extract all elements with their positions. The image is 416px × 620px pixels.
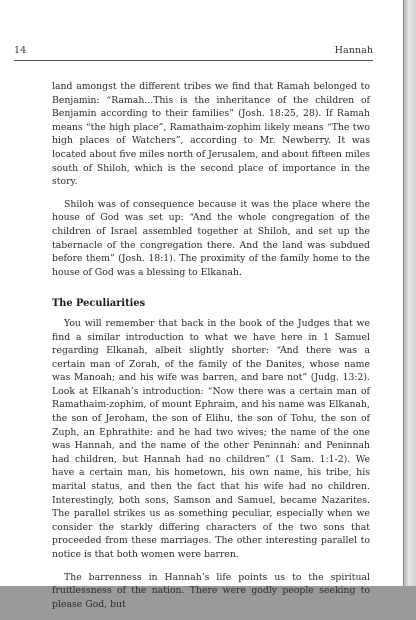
paragraph: Shiloh was of consequence because it was the place where the house of God was set up: “And the whole congregation of the children of Israel assembled together at Shiloh, and set up the tabernacle of the congregation there. And the land was subdued before them” (Josh. 18:1). The proximity of the family home to the house of God was a blessing to Elkanah. <box>52 198 370 278</box>
paragraph: The barrenness in Hannah’s life points us to the spiritual fruitlessness of the nation. There were godly people seeking to please God, but <box>52 571 370 610</box>
page-number: 14 <box>14 45 27 56</box>
section-heading: The Peculiarities <box>52 298 146 310</box>
running-head <box>14 44 373 61</box>
paragraph: land amongst the different tribes we find that Ramah belonged to Benjamin: “Ramah...This is the inheritance of the children of Benjamin according to their families” (Josh. 18:25, 28). If Ramah means “the high place”, Ramathaim-zophim likely means “The two high places of Watchers”, according to Mr. Newberry. It was located about five miles north of Jerusalem, and about fifteen miles south of Shiloh, which is the second place of importance in the story. <box>52 81 370 188</box>
paragraph: You will remember that back in the book of the Judges that we find a similar introduction to what we have here in 1 Samuel regarding Elkanah, albeit slightly shorter: “And there was a certain man of Zorah, of the family of the Danites, whose name was Manoah; and his wife was barren, and bare not” (Judg. 13:2). Look at Elkanah’s introduction: “Now there was a certain man of Ramathaim-zophim, of mount Ephraim, and his name was Elkanah, the son of Jeroham, the son of Elihu, the son of Tohu, the son of Zuph, an Ephrathite: and he had two wives; the name of the one was Hannah, and the name of the other Peninnah: and Peninnah had children, but Hannah had no children” (1 Sam. 1:1-2). We have a certain man, his hometown, his own name, his tribe, his marital status, and then the fact that his wife had no children. Interestingly, both sons, Samson and Samuel, became Nazarites. The parallel strikes us as something peculiar, especially when we consider the starkly differing characters of the two sons that proceeded from these marriages. The other interesting parallel to notice is that both women were barren. <box>52 317 370 560</box>
body-text <box>52 80 370 620</box>
page-edge-shadow <box>404 0 416 586</box>
running-title: Hannah <box>334 45 373 56</box>
